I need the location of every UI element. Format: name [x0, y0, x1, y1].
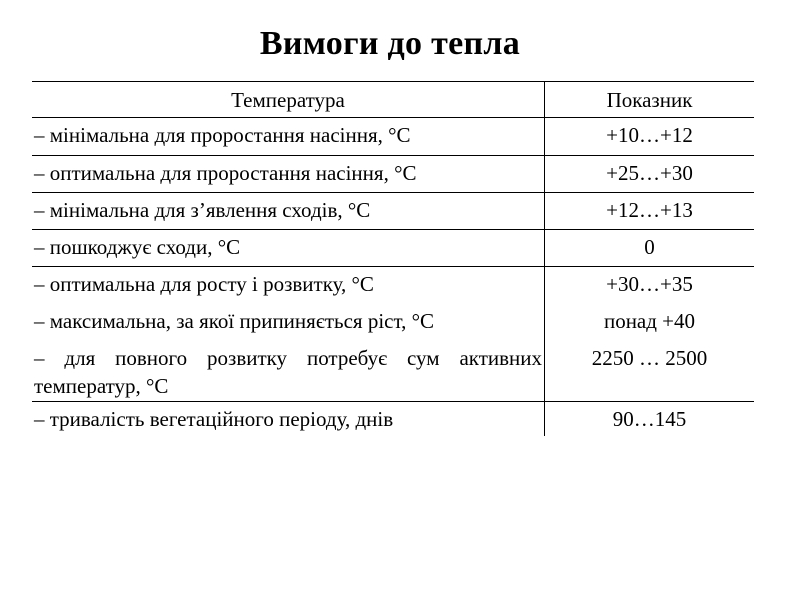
- header-temperature: Температура: [32, 82, 545, 118]
- table-header-row: [32, 82, 754, 118]
- row-value: [545, 401, 755, 436]
- row-label: [32, 230, 545, 266]
- group-label-maximum: – максимальна, за якої припиняється ріст, °С: [34, 308, 434, 333]
- row-value-text: 90…145: [612, 406, 687, 431]
- group-value-optimal-growth: +30…+35: [606, 271, 693, 296]
- row-group-values: [545, 266, 755, 401]
- row-value: [545, 155, 755, 192]
- row-value-text: 0: [644, 235, 655, 260]
- row-label-text: – тривалість вегетаційного періоду, днів: [34, 406, 394, 431]
- page-title: Вимоги до тепла: [259, 25, 521, 62]
- group-label-optimal-growth: – оптимальна для росту і розвитку, °С: [34, 271, 374, 296]
- row-label: [32, 401, 545, 436]
- heat-requirements-table-container: [32, 81, 745, 436]
- row-label: [32, 155, 545, 192]
- table-row: [32, 192, 754, 229]
- header-indicator: Показник: [545, 82, 755, 118]
- row-value: [545, 230, 755, 266]
- table-row: [32, 230, 754, 266]
- group-label-active-temperatures: – для повного розвитку потребує сум активних температур, °С: [34, 345, 542, 398]
- row-label-text: – мінімальна для проростання насіння, °С: [34, 123, 411, 148]
- row-value-text: +25…+30: [606, 160, 693, 185]
- row-label-text: – пошкоджує сходи, °С: [34, 235, 241, 260]
- row-label-text: – оптимальна для проростання насіння, °С: [34, 160, 417, 185]
- table-row: [32, 118, 754, 155]
- row-label: [32, 192, 545, 229]
- table-row: [32, 155, 754, 192]
- row-value-text: +10…+12: [606, 123, 693, 148]
- heat-requirements-table: [32, 81, 754, 436]
- row-label: [32, 118, 545, 155]
- row-value-text: +12…+13: [606, 197, 693, 222]
- row-value: [545, 118, 755, 155]
- table-row-group: [32, 266, 754, 401]
- table-row: [32, 401, 754, 436]
- group-value-active-temperatures: 2250 … 2500: [591, 345, 708, 370]
- row-group-labels: [32, 266, 545, 401]
- group-value-maximum: понад +40: [603, 308, 696, 333]
- row-value: [545, 192, 755, 229]
- row-label-text: – мінімальна для з’явлення сходів, °С: [34, 197, 371, 222]
